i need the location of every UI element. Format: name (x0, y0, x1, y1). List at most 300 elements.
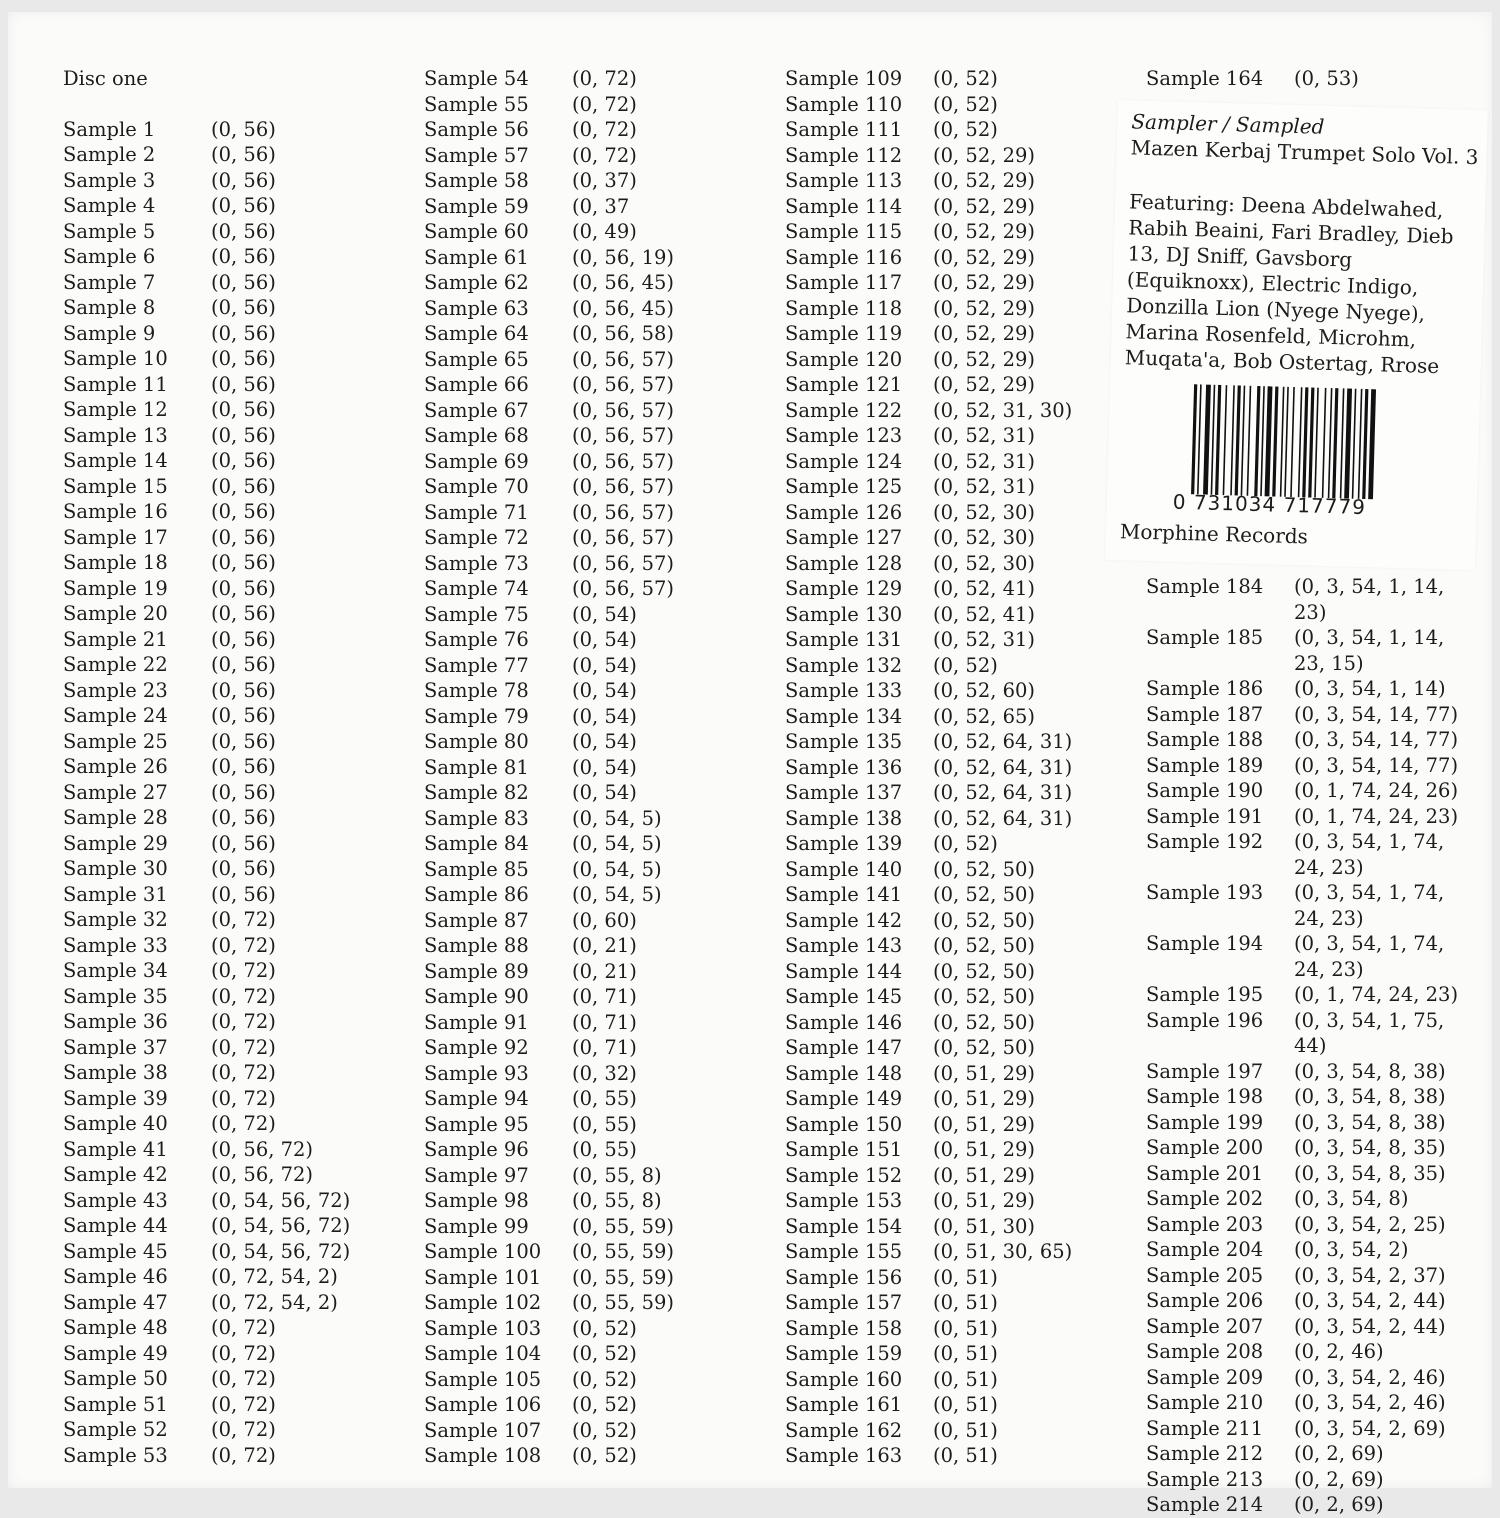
track-row (63, 703, 350, 729)
barcode-bar (1308, 388, 1314, 498)
track-sample-ids: (0, 51) (933, 1444, 998, 1467)
track-label: Sample 58 (424, 169, 529, 192)
track-label: Sample 97 (424, 1163, 529, 1187)
track-label: Sample 67 (424, 398, 529, 422)
track-row (785, 168, 1072, 194)
track-label: Sample 153 (785, 1189, 903, 1212)
barcode-bar (1260, 386, 1265, 496)
track-row (424, 806, 674, 832)
track-sample-ids: (0, 71) (572, 1036, 637, 1059)
track-sample-ids: (0, 71) (572, 1010, 637, 1034)
track-label: Sample 101 (424, 1265, 542, 1289)
track-row (1146, 880, 1458, 931)
track-sample-ids: (0, 54) (572, 755, 637, 779)
track-label: Sample 128 (785, 551, 903, 575)
track-row (1146, 702, 1458, 728)
track-row (424, 729, 674, 755)
track-row (785, 270, 1072, 296)
track-sample-ids: (0, 52, 31) (933, 424, 1036, 447)
track-label: Sample 16 (63, 500, 168, 523)
track-sample-ids: (0, 72) (211, 1010, 276, 1033)
barcode-bar (1241, 386, 1246, 496)
track-row (785, 92, 1072, 118)
track-label: Sample 199 (1146, 1110, 1264, 1134)
track-row (785, 1188, 1072, 1214)
track-row (424, 398, 674, 424)
track-sample-ids: (0, 52) (572, 1393, 637, 1416)
track-sample-ids: (0, 3, 54, 14, 77) (1294, 753, 1459, 777)
track-row (785, 1443, 1072, 1469)
track-row (1146, 1237, 1458, 1263)
track-row (785, 321, 1072, 347)
track-row (63, 958, 350, 984)
track-label: Sample 48 (63, 1316, 168, 1339)
track-label: Sample 1 (63, 117, 156, 141)
track-sample-ids: (0, 52, 30) (933, 551, 1036, 575)
track-sample-ids: (0, 56, 57) (572, 500, 675, 524)
track-sample-ids: (0, 51, 29) (933, 1138, 1036, 1161)
track-row (424, 576, 674, 602)
track-label: Sample 102 (424, 1291, 542, 1314)
track-label: Sample 145 (785, 985, 903, 1008)
track-sample-ids: (0, 72) (211, 1112, 276, 1135)
track-sample-ids: (0, 52, 65) (933, 704, 1036, 728)
track-row (424, 423, 674, 449)
track-row (785, 66, 1072, 92)
track-sample-ids: (0, 72) (211, 984, 276, 1008)
track-label: Sample 42 (63, 1163, 168, 1186)
track-row (424, 168, 674, 194)
track-label: Sample 43 (63, 1188, 168, 1212)
track-label: Sample 68 (424, 424, 529, 447)
track-label: Sample 26 (63, 755, 168, 778)
track-row (1146, 1008, 1458, 1059)
track-label: Sample 23 (63, 678, 168, 702)
track-sample-ids: (0, 52, 29) (933, 245, 1036, 269)
track-label: Sample 186 (1146, 677, 1264, 700)
track-row (63, 1009, 350, 1035)
track-sample-ids: (0, 56) (211, 806, 276, 829)
track-row (1146, 1059, 1458, 1085)
track-sample-ids: (0, 3, 54, 2, 44) (1294, 1289, 1446, 1312)
track-label: Sample 196 (1146, 1008, 1264, 1032)
track-sample-ids: (0, 54) (572, 704, 637, 728)
track-sample-ids: (0, 52, 50) (933, 908, 1036, 932)
track-label: Sample 141 (785, 883, 903, 906)
track-row (785, 1086, 1072, 1112)
track-row (1146, 574, 1458, 625)
track-label: Sample 92 (424, 1036, 529, 1059)
track-row (785, 806, 1072, 832)
track-sample-ids: (0, 56) (211, 831, 276, 855)
track-row (63, 142, 350, 168)
track-sample-ids: (0, 3, 54, 2) (1294, 1238, 1409, 1261)
track-label: Sample 205 (1146, 1263, 1264, 1287)
track-sample-ids: (0, 2, 69) (1294, 1493, 1384, 1516)
disc-heading: Disc one (63, 67, 148, 90)
track-row (1146, 1186, 1458, 1212)
barcode-bar (1368, 389, 1376, 499)
track-label: Sample 207 (1146, 1314, 1264, 1338)
track-row (424, 627, 674, 653)
track-row (785, 653, 1072, 679)
track-label: Sample 90 (424, 985, 529, 1008)
track-label: Sample 89 (424, 959, 529, 983)
track-sample-ids: (0, 3, 54, 8) (1294, 1187, 1409, 1210)
track-label: Sample 107 (424, 1418, 542, 1442)
track-label: Sample 132 (785, 653, 903, 677)
track-sample-ids: (0, 3, 54, 14, 77) (1294, 702, 1459, 726)
track-label: Sample 76 (424, 628, 529, 651)
track-row (424, 1418, 674, 1444)
track-sample-ids: (0, 54) (572, 781, 637, 804)
barcode-bar (1302, 387, 1308, 497)
track-row (1146, 753, 1458, 779)
track-label: Sample 20 (63, 602, 168, 625)
track-row (785, 627, 1072, 653)
track-sample-ids: (0, 52, 29) (933, 322, 1036, 345)
track-row (424, 1239, 674, 1265)
record-sleeve-back (8, 12, 1492, 1516)
track-row (424, 1163, 674, 1189)
track-row (424, 1367, 674, 1393)
track-label: Sample 81 (424, 755, 529, 779)
track-sample-ids: (0, 53) (1294, 67, 1359, 90)
track-row (424, 1290, 674, 1316)
track-label: Sample 213 (1146, 1467, 1264, 1491)
track-label: Sample 151 (785, 1138, 903, 1161)
track-label: Sample 189 (1146, 753, 1264, 777)
track-label: Sample 100 (424, 1240, 542, 1263)
track-sample-ids: (0, 72) (572, 92, 637, 116)
track-label: Sample 86 (424, 883, 529, 906)
barcode-bar (1254, 386, 1260, 496)
track-label: Sample 3 (63, 168, 156, 192)
track-row (1146, 1263, 1458, 1289)
track-label: Sample 74 (424, 577, 529, 600)
track-label: Sample 200 (1146, 1136, 1264, 1159)
track-sample-ids: (0, 3, 54, 8, 35) (1294, 1161, 1446, 1185)
track-label: Sample 6 (63, 245, 156, 268)
track-sample-ids: (0, 51) (933, 1316, 998, 1340)
track-label: Sample 144 (785, 959, 903, 983)
track-sample-ids: (0, 56, 57) (572, 526, 675, 549)
barcode-bar (1352, 389, 1357, 499)
track-label: Sample 108 (424, 1444, 542, 1467)
track-sample-ids: (0, 56) (211, 525, 276, 549)
track-label: Sample 191 (1146, 804, 1264, 828)
track-row (1146, 829, 1458, 880)
track-sample-ids: (0, 3, 54, 2, 46) (1294, 1391, 1446, 1414)
track-row (1146, 1084, 1458, 1110)
track-sample-ids: (0, 56) (211, 551, 276, 574)
track-label: Sample 150 (785, 1112, 903, 1136)
track-row (785, 1239, 1072, 1265)
track-row (63, 1239, 350, 1265)
track-row (63, 1264, 350, 1290)
track-row (63, 321, 350, 347)
barcode-bar (1358, 389, 1363, 499)
track-label: Sample 117 (785, 271, 903, 294)
track-label: Sample 131 (785, 628, 903, 651)
track-label: Sample 99 (424, 1214, 529, 1238)
track-label: Sample 22 (63, 653, 168, 676)
track-label: Sample 8 (63, 296, 156, 319)
track-label: Sample 85 (424, 857, 529, 881)
track-row (63, 1341, 350, 1367)
track-sample-ids: (0, 55) (572, 1138, 637, 1161)
track-row (1146, 1390, 1458, 1416)
track-row (63, 550, 350, 576)
track-row (63, 1213, 350, 1239)
track-row (63, 856, 350, 882)
tracklist-column-3 (785, 66, 1072, 1469)
track-sample-ids: (0, 1, 74, 24, 26) (1294, 779, 1459, 802)
track-label: Sample 157 (785, 1291, 903, 1314)
track-sample-ids: (0, 51) (933, 1342, 998, 1365)
track-label: Sample 120 (785, 347, 903, 371)
track-label: Sample 123 (785, 424, 903, 447)
record-label-name: Morphine Records (1119, 519, 1309, 549)
track-row (785, 933, 1072, 959)
track-row (785, 1035, 1072, 1061)
barcode-bar (1314, 388, 1319, 498)
track-sample-ids: (0, 56) (211, 729, 276, 753)
track-row (785, 755, 1072, 781)
track-sample-ids: (0, 51) (933, 1291, 998, 1314)
track-label: Sample 148 (785, 1061, 903, 1085)
track-label: Sample 184 (1146, 575, 1264, 598)
track-row (424, 1112, 674, 1138)
track-row (63, 397, 350, 423)
track-row (424, 1265, 674, 1291)
track-row (424, 780, 674, 806)
track-sample-ids: (0, 1, 74, 24, 23) (1294, 804, 1459, 828)
track-sample-ids: (0, 52) (933, 92, 998, 116)
track-label: Sample 78 (424, 679, 529, 702)
track-row (63, 729, 350, 755)
featuring-credits: Featuring: Deena Abdelwahed, Rabih Beaini, Fari Bradley, Dieb 13, DJ Sniff, Gavsborg (Equiknoxx), Electric Indigo, Donzilla Lion (Nyege Nyege), Marina Rosenfeld, Microhm, Muqata'a, Bob Ostertag, Rrose (1124, 189, 1454, 379)
track-sample-ids: (0, 56, 45) (572, 296, 675, 320)
track-sample-ids: (0, 55) (572, 1112, 637, 1136)
track-sample-ids: (0, 32) (572, 1061, 637, 1085)
track-row (63, 627, 350, 653)
track-sample-ids: (0, 37 (572, 194, 630, 218)
track-label: Sample 129 (785, 577, 903, 600)
track-label: Sample 109 (785, 67, 903, 90)
track-label: Sample 27 (63, 780, 168, 804)
track-label: Sample 10 (63, 347, 168, 370)
track-row (63, 372, 350, 398)
track-sample-ids: (0, 3, 54, 1, 74, 24, 23) (1294, 932, 1445, 981)
track-row (424, 449, 674, 475)
track-sample-ids: (0, 3, 54, 8, 38) (1294, 1059, 1446, 1083)
track-sample-ids: (0, 56) (211, 627, 276, 651)
track-sample-ids: (0, 56) (211, 423, 276, 447)
track-sample-ids: (0, 56) (211, 857, 276, 880)
track-sample-ids: (0, 52, 64, 31) (933, 755, 1073, 779)
track-row (785, 245, 1072, 271)
track-sample-ids: (0, 72) (211, 1443, 276, 1467)
track-label: Sample 116 (785, 245, 903, 269)
track-row (63, 525, 350, 551)
track-label: Sample 212 (1146, 1442, 1264, 1465)
track-row (63, 1162, 350, 1188)
track-sample-ids: (0, 52, 31) (933, 449, 1036, 473)
track-label: Sample 208 (1146, 1340, 1264, 1363)
track-row (63, 831, 350, 857)
barcode-bar (1340, 388, 1345, 498)
track-sample-ids: (0, 56, 19) (572, 245, 675, 269)
track-row (63, 907, 350, 933)
track-sample-ids: (0, 54) (572, 730, 637, 753)
track-label: Sample 62 (424, 271, 529, 294)
barcode-bar (1215, 385, 1221, 495)
track-label: Sample 103 (424, 1316, 542, 1340)
track-label: Sample 7 (63, 270, 156, 294)
track-sample-ids: (0, 52) (572, 1316, 637, 1340)
track-sample-ids: (0, 56, 57) (572, 577, 675, 600)
barcode-bar (1235, 385, 1241, 495)
track-label: Sample 50 (63, 1367, 168, 1390)
barcode-bar (1284, 387, 1289, 497)
track-sample-ids: (0, 51) (933, 1367, 998, 1391)
track-label: Sample 143 (785, 934, 903, 957)
track-label: Sample 190 (1146, 779, 1264, 802)
track-row (785, 908, 1072, 934)
track-sample-ids: (0, 52, 64, 31) (933, 806, 1073, 830)
track-row (424, 321, 674, 347)
track-sample-ids: (0, 52, 29) (933, 271, 1036, 294)
track-label: Sample 19 (63, 576, 168, 600)
track-row (424, 117, 674, 143)
track-label: Sample 134 (785, 704, 903, 728)
track-row (63, 270, 350, 296)
track-sample-ids: (0, 55, 59) (572, 1265, 675, 1289)
track-row (424, 66, 674, 92)
track-label: Sample 187 (1146, 702, 1264, 726)
track-sample-ids: (0, 3, 54, 2, 44) (1294, 1314, 1446, 1338)
track-row (63, 474, 350, 500)
track-row (424, 1214, 674, 1240)
track-sample-ids: (0, 72, 54, 2) (211, 1290, 338, 1314)
track-sample-ids: (0, 51, 29) (933, 1163, 1036, 1187)
track-row (63, 168, 350, 194)
track-label: Sample 75 (424, 602, 529, 626)
track-label: Sample 194 (1146, 932, 1264, 955)
track-label: Sample 146 (785, 1010, 903, 1034)
track-sample-ids: (0, 52, 50) (933, 883, 1036, 906)
track-label: Sample 118 (785, 296, 903, 320)
track-label: Sample 32 (63, 908, 168, 931)
track-label: Sample 95 (424, 1112, 529, 1136)
track-sample-ids: (0, 56) (211, 194, 276, 217)
track-sample-ids: (0, 52, 64, 31) (933, 730, 1073, 753)
track-sample-ids: (0, 49) (572, 220, 637, 243)
track-sample-ids: (0, 3, 54, 1, 14) (1294, 677, 1446, 700)
track-sample-ids: (0, 3, 54, 1, 14, 23, 15) (1294, 626, 1445, 675)
track-row (785, 1214, 1072, 1240)
track-sample-ids: (0, 52) (572, 1342, 637, 1365)
track-label: Sample 93 (424, 1061, 529, 1085)
track-label: Sample 33 (63, 933, 168, 957)
track-sample-ids: (0, 3, 54, 1, 75, 44) (1294, 1008, 1445, 1057)
track-sample-ids: (0, 52, 50) (933, 857, 1036, 881)
track-label: Sample 214 (1146, 1493, 1264, 1516)
track-label: Sample 156 (785, 1265, 903, 1289)
track-sample-ids: (0, 54, 56, 72) (211, 1239, 351, 1263)
track-sample-ids: (0, 55, 8) (572, 1163, 662, 1187)
track-label: Sample 37 (63, 1035, 168, 1059)
track-label: Sample 59 (424, 194, 529, 218)
track-row (63, 576, 350, 602)
track-sample-ids: (0, 55, 59) (572, 1291, 675, 1314)
track-label: Sample 127 (785, 526, 903, 549)
track-label: Sample 83 (424, 806, 529, 830)
track-sample-ids: (0, 72) (211, 1392, 276, 1416)
track-row (63, 601, 350, 627)
track-label: Sample 149 (785, 1087, 903, 1110)
barcode-number: 0 731034 717779 (1172, 489, 1367, 520)
track-row (785, 1392, 1072, 1418)
track-label: Sample 13 (63, 423, 168, 447)
track-sample-ids: (0, 56, 57) (572, 424, 675, 447)
track-sample-ids: (0, 51) (933, 1418, 998, 1442)
track-label: Sample 21 (63, 627, 168, 651)
track-row (785, 882, 1072, 908)
track-sample-ids: (0, 55, 59) (572, 1240, 675, 1263)
track-row (424, 959, 674, 985)
track-label: Sample 12 (63, 398, 168, 421)
track-label: Sample 2 (63, 143, 156, 166)
track-label: Sample 70 (424, 475, 529, 498)
track-label: Sample 126 (785, 500, 903, 524)
track-label: Sample 4 (63, 194, 156, 217)
track-row (785, 398, 1072, 424)
track-label: Sample 206 (1146, 1289, 1264, 1312)
track-label: Sample 197 (1146, 1059, 1264, 1083)
track-label: Sample 201 (1146, 1161, 1264, 1185)
track-sample-ids: (0, 52, 31) (933, 475, 1036, 498)
track-sample-ids: (0, 52, 29) (933, 347, 1036, 371)
track-sample-ids: (0, 51, 29) (933, 1189, 1036, 1212)
track-label: Sample 154 (785, 1214, 903, 1238)
track-sample-ids: (0, 52) (572, 1444, 637, 1467)
track-sample-ids: (0, 72) (211, 1316, 276, 1339)
track-sample-ids: (0, 52, 31) (933, 628, 1036, 651)
track-row (1146, 1492, 1458, 1518)
track-row (63, 678, 350, 704)
track-row (1146, 625, 1458, 676)
track-row (63, 346, 350, 372)
track-sample-ids: (0, 3, 54, 1, 14, 23) (1294, 575, 1445, 624)
track-label: Sample 41 (63, 1137, 168, 1161)
track-label: Sample 193 (1146, 881, 1264, 904)
track-sample-ids: (0, 52) (572, 1367, 637, 1391)
barcode-bar (1265, 386, 1273, 496)
track-sample-ids: (0, 1, 74, 24, 23) (1294, 983, 1459, 1006)
track-label: Sample 114 (785, 194, 903, 218)
track-row (785, 984, 1072, 1010)
track-row (63, 244, 350, 270)
track-sample-ids: (0, 52, 60) (933, 679, 1036, 702)
track-row (424, 245, 674, 271)
barcode-bar (1191, 384, 1197, 494)
track-sample-ids: (0, 51) (933, 1393, 998, 1416)
track-label: Sample 192 (1146, 830, 1264, 853)
barcode-bar (1203, 385, 1211, 495)
track-label: Sample 39 (63, 1086, 168, 1110)
